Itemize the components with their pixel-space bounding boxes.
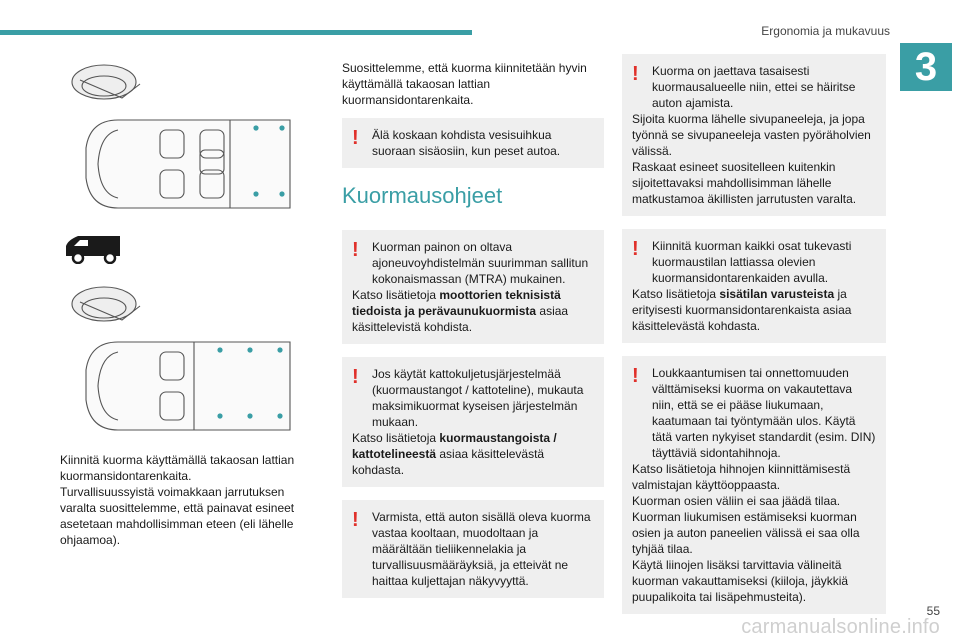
- van-top-view-figure-2: [60, 280, 300, 440]
- ref-suffix: asiaa käsittelevistä kohdista.: [352, 304, 569, 334]
- warning-icon: !: [352, 509, 359, 531]
- warning-box-tiedown: [622, 229, 886, 343]
- warning-text: Älä koskaan kohdista vesisuihkua suoraan sisäosiin, kun peset autoa.: [372, 128, 561, 158]
- middle-column: [342, 60, 604, 611]
- left-caption-line-2: Turvallisuussyistä voimakkaan jarrutuksen varalta suosittelemme, että painavat esineet asetetaan mahdollisimman eteen (eli lähelle ohjaamoa).: [60, 485, 295, 547]
- page-number: 55: [926, 604, 940, 618]
- warning-icon: !: [352, 127, 359, 149]
- ref-prefix: Katso lisätietoja: [632, 287, 720, 301]
- warning-text: Loukkaantumisen tai onnettomuuden välttämiseksi kuorma on vakautettava niin, että se ei pääse liukumaan, kaatumaan tai työntymään ulos. Käytä tätä varten nykyiset standardit (esim. DIN) täyttäviä sidontahihnoja.: [652, 366, 876, 460]
- warning-icon: !: [352, 366, 359, 388]
- left-caption-line-1: Kiinnitä kuorma käyttämällä takaosan lattian kuormansidontarenkaita.: [60, 453, 295, 483]
- warning-text: Kuorman painon on oltava ajoneuvoyhdistelmän suurimman sallitun kokonaismassan (MTRA) mukainen.: [372, 240, 589, 286]
- watermark: carmanualsonline.info: [741, 616, 940, 638]
- warning-box-water: [342, 118, 604, 168]
- left-caption: [60, 452, 300, 548]
- warning-text: Kiinnitä kuorman kaikki osat tukevasti kuormaustilan lattiassa olevien kuormansidontarenkaiden avulla.: [652, 239, 852, 285]
- warning-line: Käytä liinojen lisäksi tarvittavia välineitä kuorman vakauttamiseksi (kiiloja, jäykkiä puupalikoita tai lisäpehmusteita).: [632, 558, 849, 604]
- warning-text: Varmista, että auton sisällä oleva kuorma vastaa kooltaan, muodoltaan ja määrältään tieliikennelakia ja turvallisuusmääräyksiä, ja etteivät ne haittaa kuljettajan näkyvyyttä.: [372, 510, 591, 588]
- warning-ref: [632, 286, 876, 334]
- warning-icon: !: [352, 239, 359, 261]
- ref-suffix: asiaa käsittelevästä kohdasta.: [352, 447, 545, 477]
- section-heading: Kuormausohjeet: [342, 183, 503, 208]
- warning-text: Jos käytät kattokuljetusjärjestelmää (kuormaustangot / kattoteline), mukauta maksimikuormat kyseisen järjestelmän mukaan.: [372, 367, 584, 429]
- warning-ref: [352, 430, 594, 478]
- warning-box-roof: [342, 357, 604, 487]
- warning-line: Katso lisätietoja hihnojen kiinnittämisestä valmistajan käyttöoppaasta.: [632, 462, 851, 492]
- warning-box-distribution: [622, 54, 886, 216]
- warning-line: Kuorman osien väliin ei saa jäädä tilaa.: [632, 494, 841, 508]
- right-column: [622, 54, 886, 627]
- ref-prefix: Katso lisätietoja: [352, 431, 440, 445]
- ref-link: kuormaustangoista / kattotelineestä: [352, 431, 557, 461]
- warning-box-weight: [342, 230, 604, 344]
- warning-line: Sijoita kuorma lähelle sivupaneeleja, ja jopa työnnä se sivupaneeleja vasten pyöräholvien välissä.: [632, 112, 871, 158]
- chapter-tab: 3: [900, 43, 952, 91]
- warning-box-stabilise: [622, 356, 886, 614]
- warning-box-visibility: [342, 500, 604, 598]
- warning-icon: !: [632, 63, 639, 85]
- warning-icon: !: [632, 238, 639, 260]
- top-accent-bar: [0, 30, 472, 35]
- ref-link: sisätilan varusteista: [719, 287, 835, 301]
- warning-ref: [352, 287, 594, 335]
- warning-text: Kuorma on jaettava tasaisesti kuormausalueelle niin, ettei se häiritse auton ajamista.: [652, 64, 856, 110]
- van-top-view-figure-1: [60, 58, 300, 218]
- warning-line: Raskaat esineet suositelleen kuitenkin sijoitettavaksi mahdollisimman lähelle matkustamoa äkillisten jarrutusten varalta.: [632, 160, 857, 206]
- ref-suffix: ja erityisesti kuormansidontarenkaista asiaa käsittelevästä kohdasta.: [632, 287, 852, 333]
- warning-line: Kuorman liukumisen estämiseksi kuorman osien ja auton paneelien välissä ei saa olla tyhjää tilaa.: [632, 510, 860, 556]
- ref-prefix: Katso lisätietoja: [352, 288, 440, 302]
- ref-link: moottorien teknisistä tiedoista ja perävaunukuormista: [352, 288, 561, 318]
- middle-intro: Suosittelemme, että kuorma kiinnitetään hyvin käyttämällä takaosan lattian kuormansidontarenkaita.: [342, 61, 587, 107]
- running-head: Ergonomia ja mukavuus: [761, 24, 890, 38]
- van-side-icon: [64, 232, 124, 264]
- warning-icon: !: [632, 365, 639, 387]
